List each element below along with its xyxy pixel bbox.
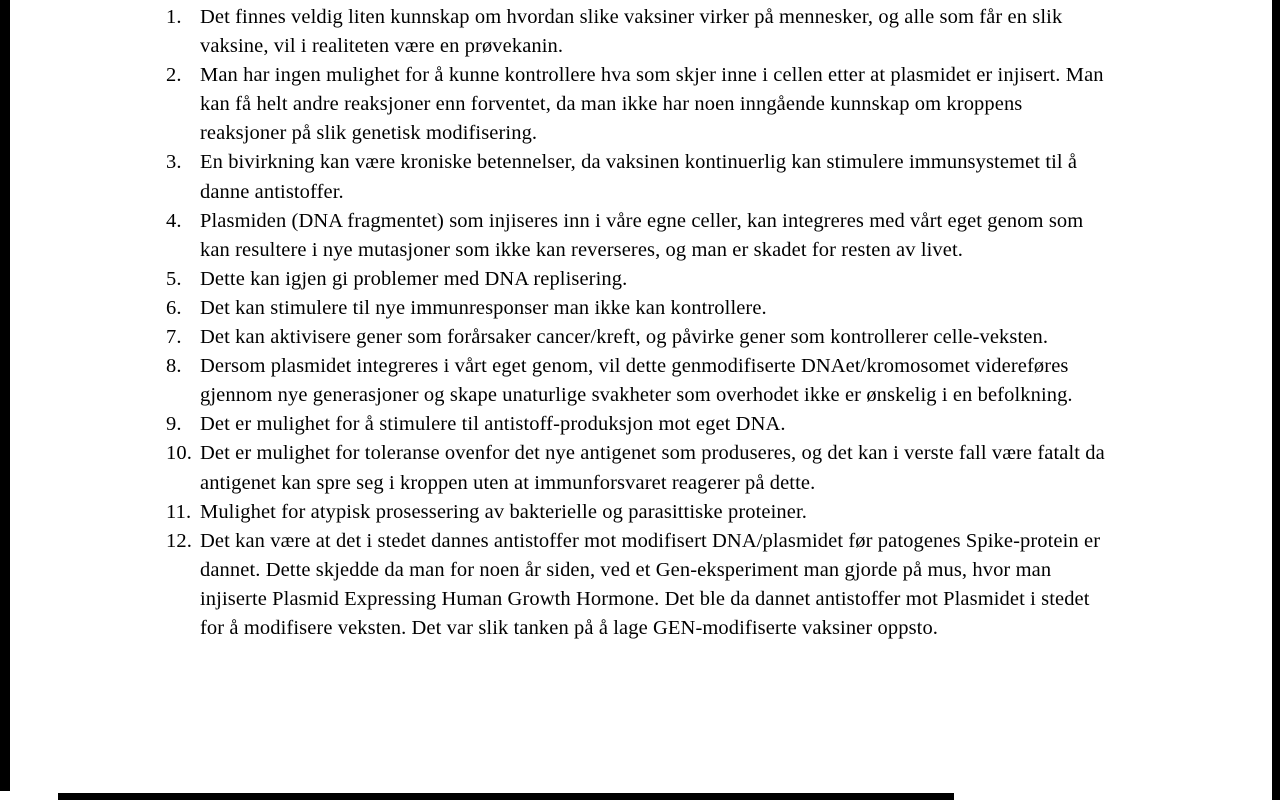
list-item-text: Det er mulighet for toleranse ovenfor det nye antigenet som produseres, og det kan i verste fall være fatalt da antigenet kan spre seg i kroppen uten at immunforsvaret reagerer på dette. (200, 442, 1105, 494)
list-item-text: Det finnes veldig liten kunnskap om hvordan slike vaksiner virker på mennesker, og alle som får en slik vaksine, vil i realiteten være en prøvekanin. (200, 6, 1063, 58)
list-item (166, 294, 1110, 323)
list-item-number: 5. (166, 267, 182, 290)
list-item (166, 498, 1110, 527)
list-item-number: 8. (166, 355, 182, 378)
list-item (166, 527, 1110, 643)
list-item-number: 12. (166, 529, 192, 552)
list-item-text: Dette kan igjen gi problemer med DNA replisering. (200, 267, 628, 290)
list-item-text: Plasmiden (DNA fragmentet) som injiseres inn i våre egne celler, kan integreres med vårt eget genom som kan resultere i nye mutasjoner som ikke kan reverseres, og man er skadet for resten av livet. (200, 209, 1084, 261)
list-item-text: Dersom plasmidet integreres i vårt eget genom, vil dette genmodifiserte DNAet/kromosomet videreføres gjennom nye generasjoner og skape unaturlige svakheter som overhodet ikke er ønskelig i en befolkning. (200, 355, 1073, 407)
list-item (166, 439, 1110, 497)
list-item-text: Man har ingen mulighet for å kunne kontrollere hva som skjer inne i cellen etter at plasmidet er injisert. Man kan få helt andre reaksjoner enn forventet, da man ikke har noen inngående kunnskap om kroppens reaksjoner på slik genetisk modifisering. (200, 64, 1104, 145)
list-item-text: Mulighet for atypisk prosessering av bakterielle og parasittiske proteiner. (200, 500, 807, 523)
list-item-text: Det kan være at det i stedet dannes antistoffer mot modifisert DNA/plasmidet før patogenes Spike-protein er dannet. Dette skjedde da man for noen år siden, ved et Gen-eksperiment man gjorde på mus, hvor man injiserte Plasmid Expressing Human Growth Hormone. Det ble da dannet antistoffer mot Plasmidet i stedet for å modifisere veksten. Det var slik tanken på å lage GEN-modifiserte vaksiner oppsto. (200, 529, 1101, 639)
list-item-text: Det er mulighet for å stimulere til antistoff-produksjon mot eget DNA. (200, 413, 786, 436)
list-item (166, 61, 1110, 148)
list-item-text: Det kan stimulere til nye immunresponser man ikke kan kontrollere. (200, 296, 767, 319)
list-item-number: 10. (166, 442, 192, 465)
list-item (166, 352, 1110, 410)
list-item-number: 7. (166, 326, 182, 349)
list-item-number: 4. (166, 209, 182, 232)
list-item-text: En bivirkning kan være kroniske betennelser, da vaksinen kontinuerlig kan stimulere immunsystemet til å danne antistoffer. (200, 151, 1078, 203)
list-item (166, 148, 1110, 206)
list-item-number: 11. (166, 500, 192, 523)
list-item (166, 265, 1110, 294)
numbered-list (166, 0, 1110, 643)
right-letterbox-bar (1272, 0, 1280, 800)
bottom-letterbox-bar (58, 793, 954, 800)
list-item-number: 1. (166, 6, 182, 28)
list-item-number: 2. (166, 64, 182, 87)
left-letterbox-bar (0, 0, 10, 791)
list-item-number: 9. (166, 413, 182, 436)
list-item-number: 3. (166, 151, 182, 174)
list-item (166, 207, 1110, 265)
list-item-number: 6. (166, 296, 182, 319)
list-item (166, 410, 1110, 439)
list-item (166, 3, 1110, 61)
list-item (166, 323, 1110, 352)
list-item-text: Det kan aktivisere gener som forårsaker cancer/kreft, og påvirke gener som kontrollerer celle-veksten. (200, 326, 1049, 349)
